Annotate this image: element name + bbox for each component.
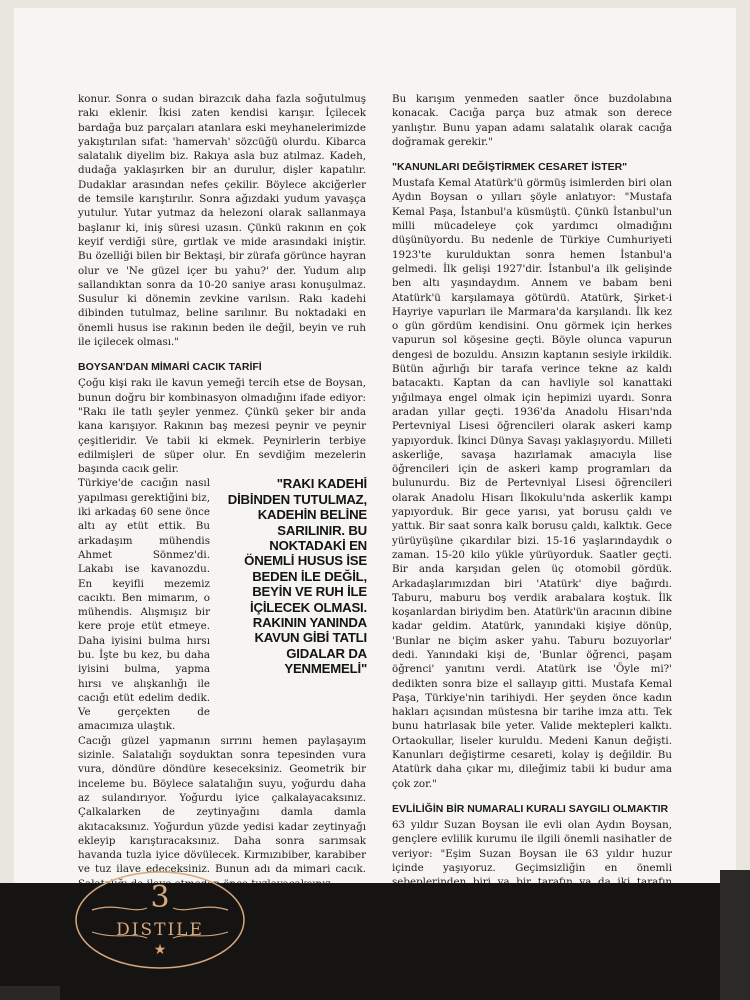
right-column — [392, 92, 672, 947]
star-icon: ★ — [153, 942, 167, 958]
left-paragraph-2: Çoğu kişi rakı ile kavun yemeği tercih etse de Boysan, bunun doğru bir kombinasyon olmadığını ifade ediyor: "Rakı ile tatlı şeyler yenmez. Çünkü şeker bir anda kana karışıyor. Rakının baş mezesi peynir ve peynir çeşitleridir. Ve tabii ki ekmek. Peynirlerin terbiye edilmişleri de süper olur. En sevdiğim mezelerin başında cacık gelir. — [78, 377, 366, 476]
narrow-text-block — [78, 476, 210, 733]
left-column — [78, 92, 366, 891]
section-heading-evlilik: EVLİLİĞİN BİR NUMARALI KURALI SAYGILI OLMAKTIR — [392, 802, 669, 815]
logo-wordmark: DISTILE — [116, 920, 204, 940]
left-paragraph-3: Türkiye'de cacığın nasıl yapılması gerektiğini biz, iki arkadaş 60 sene önce altı ay etüt ettik. Bu arkadaşım mühendis Ahmet Sönmez'di. Lakabı ise kavanozdu. En keyifli mezemiz cacıktı. Ben mimarım, o mühendis. Alışmışız bir kere proje etüt etmeye. Daha iyisini bulma hırsı bu. İşte bu kez, bu daha iyisini bulma, yapma hırsı ve alışkanlığı ile cacığı etüt edelim dedik. Ve gerçekten de amacımıza ulaştık. — [78, 477, 210, 733]
pullquote-wrap — [78, 476, 366, 733]
left-paragraph-4: Cacığı güzel yapmanın sırrını hemen paylaşayım sizinle. Salatalığı soyduktan sonra tepesinden vura vura, döndüre döndüre keseceksiniz. Geometrik bir inceleme bu. Böylece salatalığın suyu, yoğurdu daha az sulandırıyor. Yoğurdu iyice çalkalayacaksınız. Çalkalarken de zeytinyağını damla damla akıtacaksınız. Yoğurdun yüzde yedisi kadar zeytinyağı ekleyip karıştıracaksınız. Daha sonra sarımsak havanda tuzla iyice dövülecek. Kırmızıbiber, karabiber ve tuz ilave edeceksiniz. Bunun adı da mimari cacık. — [78, 734, 366, 876]
distile-logo — [72, 862, 248, 972]
right-paragraph-2: Mustafa Kemal Atatürk'ü görmüş isimlerden biri olan Aydın Boysan o yılları şöyle anlatıyor: "Mustafa Kemal Paşa, İstanbul'a küsmüştü. Çünkü İstanbul'un milli mücadeleye çok yardımcı olmadığını düşünüyordu. Bu nedenle de Türkiye Cumhuriyeti 1923'te kurulduktan sonra hemen İstanbul'a gelmedi. İlk gelişi 1927'dir. İstanbul'a ilk gelişinde ben altı yaşındaydım. Annem ve babam beni Atatürk'ü karşılamaya götürdü. Atatürk, Şirket-i Hayriye vapurları ile Marmara'da karşılandı. İlk kez o gün gördüm kendisini. Onu görmek için herkes vapurun sol köşesine geçti. Böyle olunca vapurun dengesi de bozuldu. Ansızın kaptanın sesiyle irkildik. Bütün ağırlığı bir tarafa verince tekne az kaldı batacaktı. Kaptan da can havliyle sol kanattaki yığılmaya engel olmak için hepimizi uyardı. Sonra aradan yıllar geçti. 1936'da Anadolu Hisarı'nda Pertevniyal Lisesi öğrencileri olarak askeri kamp yapıyorduk. İkinci Dünya Savaşı yaklaşıyordu. Milleti askerliğe, savaşa hazırlamak amacıyla lise öğrencileri için de askeri kamp programları da bulunurdu. Biz de Pertevniyal Lisesi öğrencileri olarak Anadolu Hisarı İlkokulu'nda askerlik kampı yapıyorduk. Bir gece yarısı, yat borusu çaldı ve yattık. Bir saat sonra kalk borusu çaldı, kalktık. Gece yürüyüşüne çıkardılar bizi. 15-16 yaşlarındaydık o zaman. 15-20 kilo yükle yürüyorduk. Saatler geçti. Bir anda karşıdan gelen üç otomobil gördük. Arkadaşlarımızdan biri 'Atatürk' diye bağırdı. Taburu, maburu boş verdik arabalara koştuk. İlk koşanlardan biriydim ben. Atatürk'ün aracının dibine kadar geldim. Atatürk, yanındaki kişiye dönüp, 'Bunlar ne biçim asker yahu. Taburu bozuyorlar' dedi. Yanındaki kişi de, 'Bunlar öğrenci, paşam öğrenci' yanıtını verdi. Atatürk ise 'Öyle mi?' dedikten sonra bize el sallayıp gitti. Mustafa Kemal Paşa, Türkiye'nin tarihiydi. Her şeyden önce kadın hakları açısından müstesna bir tarihe imza attı. Tek bunu hatırlasak bile yeter. Valide mektepleri kalktı. Ortaokullar, liseler kuruldu. Medeni Kanun değişti. Kanunları değiştirme cesareti, kolay iş değildir. Bu Atatürk daha çıkar mı, dileğimiz tabii ki budur ama çok zor." — [392, 177, 672, 790]
section-heading-cacik: BOYSAN'DAN MİMARİ CACIK TARİFİ — [78, 361, 262, 374]
section-heading-kanunlar: "KANUNLARI DEĞİŞTİRMEK CESARET İSTER" — [392, 161, 628, 174]
pull-quote: "RAKI KADEHİ DİBİNDEN TUTULMAZ, KADEHİN BELİNE SARILINIR. BU NOKTADAKİ EN ÖNEMLİ HUSUS İSE BEDEN İLE DEĞİL, BEYİN VE RUH İLE İÇİLECEK OLMASI. RAKININ YANINDA KAVUN GİBİ TATLI GIDALAR DA YENMEMELİ" — [227, 476, 367, 677]
left-paragraph-1: konur. Sonra o sudan birazcık daha fazla soğutulmuş rakı eklenir. İkisi zaten kendisi karışır. İçilecek bardağa buz parçaları atanlara eski meyhanelerimizde yakıştırılan sıfat: 'hamervah' sözcüğü olurdu. Kibarca salatalık diyelim biz. Rakıya asla buz atılmaz. Kadeh, dudağa yaklaşırken bir an durulur, dişler kapatılır. Dudaklar arasından nefes çekilir. Böylece akciğerler de temsile karıştırılır. Sonra ağızdaki yudum yavaşça yutulur. Yutar yutmaz da helezoni olarak sallanmaya başlanır ki, iniş süresi uzasın. Çünkü rakının en çok keyif verdiği süre, gırtlak ve mide arasındaki iniştir. Bu özelliği bilen bir Bektaşi, bir zürafa görünce hayran olur ve 'Ne güzel içer bu yahu?' der. Yudum alıp sallandıktan sonra da 10-20 saniye arası konuşulmaz. Susulur ki dönemin zevkine varılsın. Rakı kadehi dibinden tutulmaz, beline sarılınır. Bu noktadaki en önemli husus ise rakının beden ile değil, beyin ve ruh ile içilecek olması." — [78, 93, 366, 349]
page-edge-strip — [720, 870, 750, 1000]
logo-number: 3 — [150, 880, 170, 915]
right-paragraph-1: Bu karışım yenmeden saatler önce buzdolabına konacak. Cacığa parça buz atmak son derece yanlıştır. Bunu yapan adamı salatalık olarak cacığa doğramak gerekir." — [392, 93, 672, 148]
right-paragraph-3: 63 yıldır Suzan Boysan ile evli olan Aydın Boysan, gençlere evlilik kurumu ile ilgili önemli nasihatler de veriyor: "Eşim Suzan Boysan ile 63 yıldır huzur içinde yaşıyoruz. Geçimsizliğin en önemli — [392, 818, 672, 874]
corner-chip — [0, 986, 60, 1000]
